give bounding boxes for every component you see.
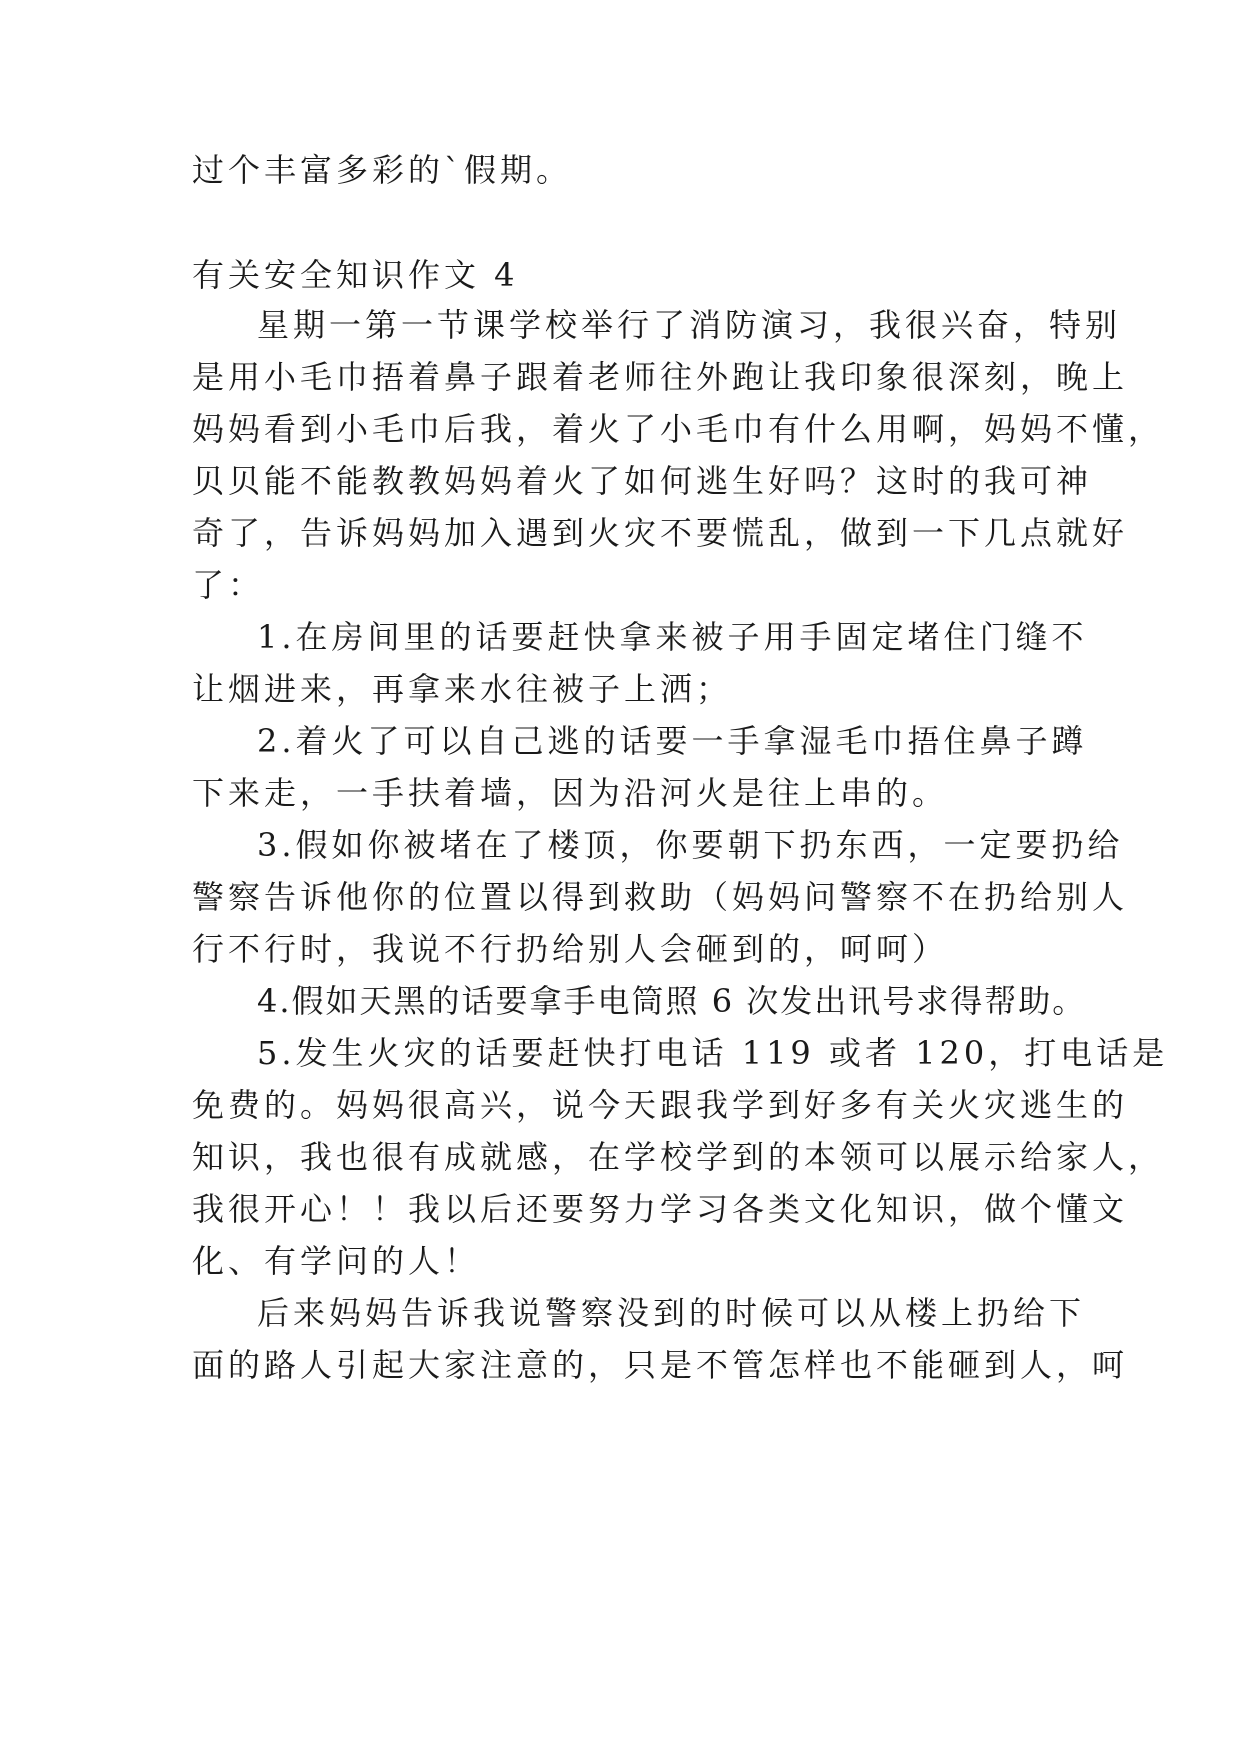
paragraph-line: 是用小毛巾捂着鼻子跟着老师往外跑让我印象很深刻，晚上	[192, 358, 1129, 396]
list-item-line: 知识，我也很有成就感，在学校学到的本领可以展示给家人，	[192, 1138, 1165, 1176]
list-item-line: 2.着火了可以自己逃的话要一手拿湿毛巾捂住鼻子蹲	[257, 722, 1088, 760]
list-item-line: 我很开心！！我以后还要努力学习各类文化知识，做个懂文	[192, 1190, 1129, 1228]
paragraph-line: 后来妈妈告诉我说警察没到的时候可以从楼上扔给下	[257, 1294, 1086, 1332]
list-item-line: 化、有学问的人！	[192, 1242, 481, 1280]
list-item-line: 下来走，一手扶着墙，因为沿河火是往上串的。	[192, 774, 949, 812]
list-item-line: 5.发生火灾的话要赶快打电话 119 或者 120，打电话是	[257, 1034, 1169, 1072]
paragraph-line: 贝贝能不能教教妈妈着火了如何逃生好吗？这时的我可神	[192, 462, 1093, 500]
list-item-line: 4.假如天黑的话要拿手电筒照 6 次发出讯号求得帮助。	[257, 982, 1087, 1020]
essay-heading: 有关安全知识作文 4	[192, 256, 519, 294]
paragraph-line: 星期一第一节课学校举行了消防演习，我很兴奋，特别	[257, 306, 1122, 344]
paragraph-line: 面的路人引起大家注意的，只是不管怎样也不能砸到人，呵	[192, 1346, 1129, 1384]
list-item-line: 让烟进来，再拿来水往被子上洒；	[192, 670, 733, 708]
carryover-text: 过个丰富多彩的`假期。	[192, 151, 573, 189]
list-item-line: 免费的。妈妈很高兴，说今天跟我学到好多有关火灾逃生的	[192, 1086, 1129, 1124]
paragraph-line: 妈妈看到小毛巾后我，着火了小毛巾有什么用啊，妈妈不懂，	[192, 410, 1165, 448]
paragraph-line: 了：	[192, 566, 265, 604]
list-item-line: 警察告诉他你的位置以得到救助（妈妈问警察不在扔给别人	[192, 878, 1129, 916]
list-item-line: 行不行时，我说不行扔给别人会砸到的，呵呵）	[192, 930, 949, 968]
paragraph-line: 奇了，告诉妈妈加入遇到火灾不要慌乱，做到一下几点就好	[192, 514, 1129, 552]
list-item-line: 1.在房间里的话要赶快拿来被子用手固定堵住门缝不	[257, 618, 1088, 656]
list-item-line: 3.假如你被堵在了楼顶，你要朝下扔东西，一定要扔给	[257, 826, 1124, 864]
